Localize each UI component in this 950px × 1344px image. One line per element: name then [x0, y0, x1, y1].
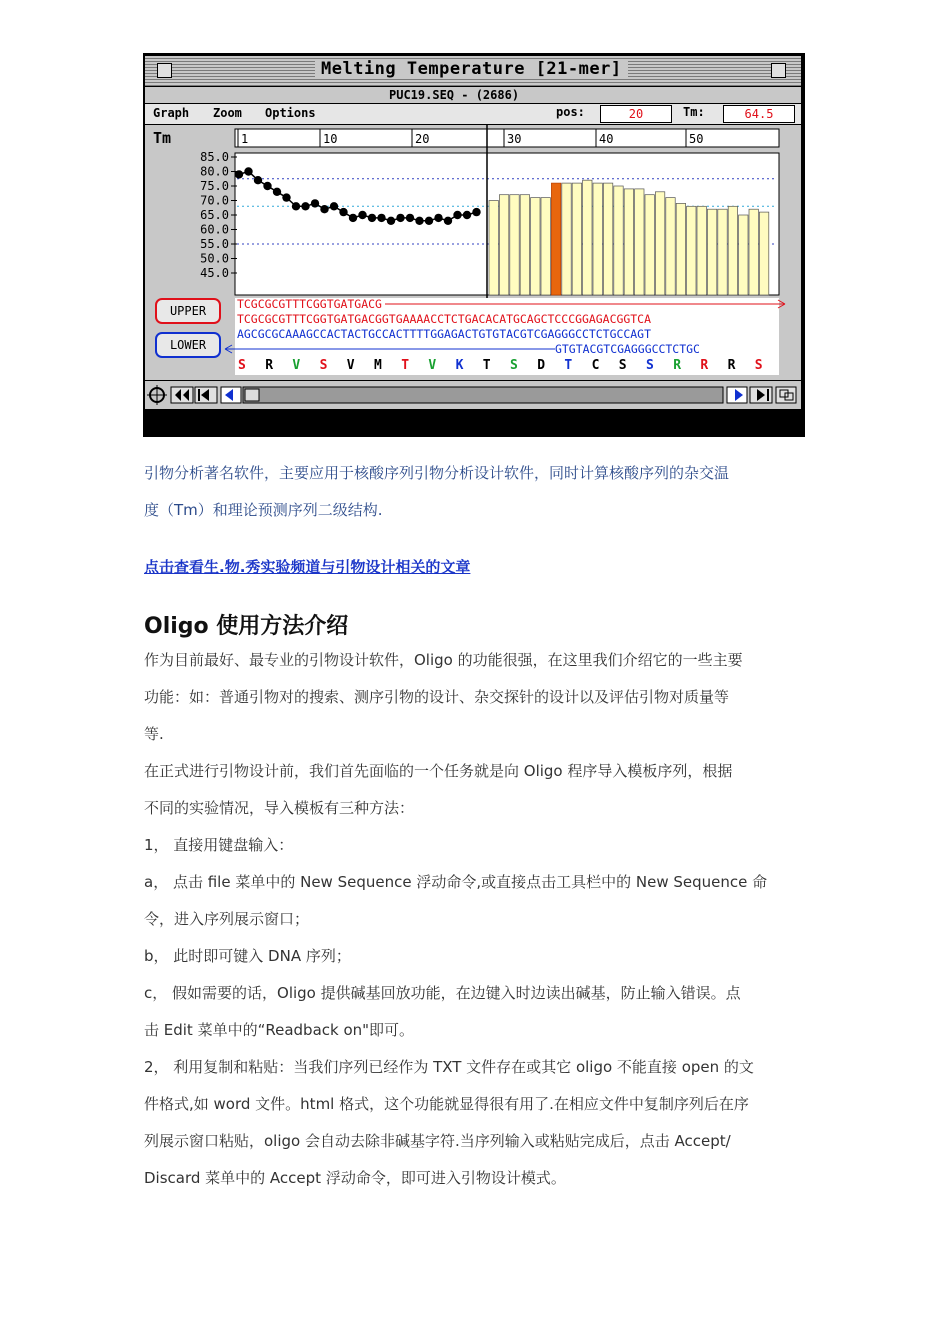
- tm-bar: [510, 195, 519, 295]
- menu-zoom[interactable]: Zoom: [213, 106, 242, 120]
- move-icon[interactable]: [147, 385, 167, 405]
- figure-caption: [144, 455, 809, 529]
- tm-bar: [749, 209, 758, 295]
- lower-button[interactable]: LOWER: [155, 332, 221, 358]
- tm-bar: [614, 186, 623, 295]
- tm-bar: [520, 195, 529, 295]
- amino-acid: S: [754, 358, 763, 373]
- zoom-box-icon[interactable]: [771, 63, 786, 78]
- oligo-screenshot: [143, 53, 805, 437]
- body-line: a， 点击 file 菜单中的 New Sequence 浮动命令,或直接点击工具栏中的 New Sequence 命: [144, 873, 768, 891]
- tm-point: [425, 217, 433, 225]
- tm-bar: [676, 203, 685, 295]
- related-articles-link[interactable]: 点击查看生.物.秀实验频道与引物设计相关的文章: [144, 558, 471, 576]
- y-tick-label: 65.0: [200, 208, 229, 222]
- tm-bar: [759, 212, 768, 295]
- body-line: 件格式,如 word 文件。html 格式，这个功能就显得很有用了.在相应文件中复制序列后在序: [144, 1095, 749, 1113]
- body-line: 不同的实验情况，导入模板有三种方法：: [144, 799, 415, 817]
- tm-bar: [635, 189, 644, 295]
- tm-point: [387, 217, 395, 225]
- amino-acid: M: [374, 358, 382, 373]
- tm-point: [320, 205, 328, 213]
- y-tick-label: 75.0: [200, 179, 229, 193]
- body-line: 列展示窗口粘贴，oligo 会自动去除非碱基字符.当序列输入或粘贴完成后，点击 Accept/: [144, 1132, 731, 1150]
- step-forward-icon[interactable]: [750, 387, 772, 403]
- body-line: 令，进入序列展示窗口；: [144, 910, 310, 928]
- section-heading: Oligo 使用方法介绍: [144, 614, 349, 639]
- title-bar[interactable]: [145, 56, 801, 86]
- tm-label: Tm:: [683, 105, 705, 119]
- body-line: 击 Edit 菜单中的“Readback on"即可。: [144, 1021, 415, 1039]
- body-line: 功能：如：普通引物对的搜索、测序引物的设计、杂交探针的设计以及评估引物对质量等: [144, 688, 730, 706]
- body-line: b， 此时即可键入 DNA 序列；: [144, 947, 351, 965]
- upper-strand: TCGCGCGTTTCGGTGATGACGGTGAAAACCTCTGACACATGCAGCTCCCGGAGACGGTCA: [237, 313, 652, 326]
- lower-strand: AGCGCGCAAAGCCACTACTGCCACTTTTGGAGACTGTGTACGTCGAGGGCCTCTGCCAGT: [237, 328, 652, 341]
- tm-bar: [624, 189, 633, 295]
- bottom-toolbar: [145, 380, 801, 409]
- window-title: Melting Temperature [21-mer]: [315, 59, 628, 79]
- menu-bar: [145, 103, 801, 125]
- tm-bar: [572, 183, 581, 295]
- y-tick-labels: [200, 150, 237, 280]
- amino-acid: S: [618, 358, 627, 373]
- tm-point: [358, 211, 366, 219]
- tm-bar: [583, 180, 592, 295]
- tm-point: [368, 214, 376, 222]
- tm-bar: [531, 198, 540, 295]
- tm-point: [377, 214, 385, 222]
- amino-acid: V: [292, 358, 301, 373]
- tm-point: [339, 208, 347, 216]
- amino-acid: R: [700, 358, 709, 373]
- amino-acid: V: [346, 358, 355, 373]
- file-label: PUC19.SEQ - (2686): [383, 88, 525, 102]
- tm-bar: [593, 183, 602, 295]
- y-tick-label: 60.0: [200, 222, 229, 237]
- tm-bar: [655, 192, 664, 295]
- tm-bar: [687, 206, 696, 295]
- menu-options[interactable]: Options: [265, 106, 316, 120]
- amino-acid: V: [428, 358, 437, 373]
- ruler-label: 1: [241, 132, 249, 146]
- menu-graph[interactable]: Graph: [153, 106, 190, 120]
- skip-to-start-icon[interactable]: [171, 387, 193, 403]
- amino-acid: R: [673, 358, 682, 373]
- tm-bar: [739, 215, 748, 295]
- tm-bar: [489, 201, 498, 296]
- step-back-icon[interactable]: [195, 387, 217, 403]
- tm-point: [301, 202, 309, 210]
- body-line: 等.: [144, 725, 164, 743]
- chart-panel: [145, 125, 801, 375]
- scroll-thumb[interactable]: [245, 389, 259, 401]
- tm-bar: [551, 183, 560, 295]
- tm-point: [244, 167, 252, 175]
- tm-point: [263, 182, 271, 190]
- y-tick-label: 45.0: [200, 266, 229, 280]
- caption-line: 引物分析著名软件，主要应用于核酸序列引物分析设计软件，同时计算核酸序列的杂交温: [144, 464, 730, 482]
- amino-acid: T: [401, 358, 410, 373]
- pos-value: 20: [600, 105, 672, 123]
- amino-acid: K: [455, 358, 464, 373]
- body-line: 1， 直接用键盘输入：: [144, 836, 294, 854]
- ruler-label: 50: [689, 132, 704, 146]
- file-label-bar: [145, 86, 801, 104]
- pos-label: pos:: [556, 105, 585, 119]
- body-text: [144, 642, 810, 1197]
- tm-point: [235, 170, 243, 178]
- y-tick-label: 50.0: [200, 251, 229, 266]
- ruler-label: 20: [415, 132, 430, 146]
- body-line: Discard 菜单中的 Accept 浮动命令，即可进入引物设计模式。: [144, 1169, 566, 1187]
- y-tick-label: 80.0: [200, 164, 229, 179]
- tm-bar: [666, 198, 675, 295]
- primer-sequence: TCGCGCGTTTCGGTGATGACG: [237, 298, 383, 311]
- tm-value: 64.5: [723, 105, 795, 123]
- tm-point: [444, 217, 452, 225]
- y-tick-label: 85.0: [200, 150, 229, 164]
- tm-bar: [707, 209, 716, 295]
- tm-bar: [645, 195, 654, 295]
- tm-bar: [728, 206, 737, 295]
- tm-bar: [718, 209, 727, 295]
- tm-point: [396, 214, 404, 222]
- body-line: 作为目前最好、最专业的引物设计软件，Oligo 的功能很强，在这里我们介绍它的一些主要: [144, 651, 743, 669]
- tm-bar: [603, 183, 612, 295]
- amino-acid: T: [482, 358, 491, 373]
- ruler-label: 30: [507, 132, 522, 146]
- amino-acid: S: [646, 358, 654, 373]
- amino-acid: S: [510, 358, 518, 373]
- tm-point: [453, 211, 461, 219]
- amino-acid: C: [591, 358, 600, 373]
- melting-temperature-window: [145, 56, 801, 408]
- amino-acid: T: [564, 358, 573, 373]
- ruler-label: 40: [599, 132, 614, 146]
- tm-point: [472, 208, 480, 216]
- tm-bar: [499, 195, 508, 295]
- tm-point: [330, 202, 338, 210]
- ruler-label: 10: [323, 132, 338, 146]
- scroll-right-icon[interactable]: [727, 387, 747, 403]
- tm-point: [415, 217, 423, 225]
- amino-acid: R: [727, 358, 736, 373]
- tm-chart: [145, 125, 801, 375]
- amino-acid: D: [537, 358, 546, 373]
- tm-point: [254, 176, 262, 184]
- body-line: c， 假如需要的话，Oligo 提供碱基回放功能，在边键入时边读出碱基，防止输入错误。点: [144, 984, 741, 1002]
- amino-acid: S: [238, 358, 246, 373]
- tm-point: [463, 211, 471, 219]
- tm-point: [273, 188, 281, 196]
- tm-point: [434, 214, 442, 222]
- close-box-icon[interactable]: [157, 63, 172, 78]
- tm-bar: [562, 183, 571, 295]
- horizontal-scrollbar[interactable]: [243, 387, 723, 403]
- tm-bar: [541, 198, 550, 295]
- tm-bar: [697, 206, 706, 295]
- amino-acid: S: [319, 358, 328, 373]
- tm-point: [311, 199, 319, 207]
- tm-point: [406, 214, 414, 222]
- tm-point: [349, 214, 357, 222]
- amino-acid: R: [265, 358, 274, 373]
- lower-primer-sequence: GTGTACGTCGAGGGCCTCTGC: [555, 343, 700, 356]
- resize-icon[interactable]: [776, 387, 796, 403]
- scroll-left-icon[interactable]: [221, 387, 241, 403]
- body-line: 2， 利用复制和粘贴：当我们序列已经作为 TXT 文件存在或其它 oligo 不能直接 open 的文: [144, 1058, 754, 1076]
- upper-button[interactable]: UPPER: [155, 298, 221, 324]
- caption-line: 度（Tm）和理论预测序列二级结构.: [144, 501, 383, 519]
- tm-point: [292, 202, 300, 210]
- y-tick-label: 70.0: [200, 193, 229, 208]
- body-line: 在正式进行引物设计前，我们首先面临的一个任务就是向 Oligo 程序导入模板序列，根据: [144, 762, 733, 780]
- tm-point: [282, 193, 290, 201]
- y-axis-label: Tm: [153, 129, 172, 147]
- y-tick-label: 55.0: [200, 237, 229, 251]
